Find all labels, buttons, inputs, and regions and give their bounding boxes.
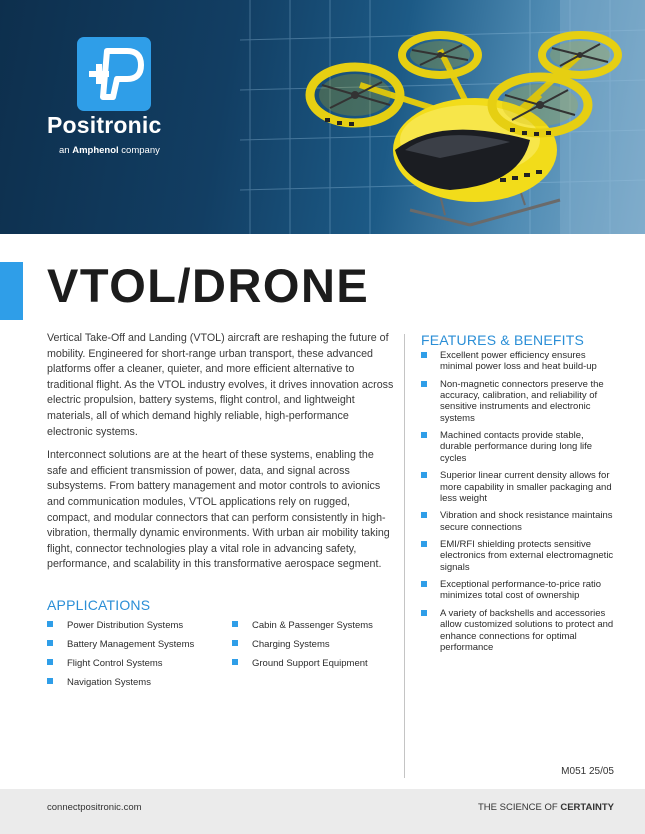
applications-heading: APPLICATIONS	[47, 597, 151, 613]
list-item	[421, 510, 616, 533]
list-item-label: Power Distribution Systems	[67, 620, 184, 631]
list-item-label: Charging Systems	[252, 639, 330, 650]
bullet-square-icon	[47, 640, 53, 646]
applications-column-1	[47, 619, 194, 695]
bullet-square-icon	[421, 352, 427, 358]
intro-text	[47, 331, 395, 581]
bullet-square-icon	[232, 659, 238, 665]
footer-tagline	[478, 802, 614, 813]
features-heading: FEATURES & BENEFITS	[421, 332, 585, 348]
rotor-left	[310, 67, 400, 126]
footer-website-link[interactable]: connectpositronic.com	[47, 802, 142, 813]
footer-tagline-strong: CERTAINTY	[560, 802, 614, 813]
list-item	[232, 657, 373, 676]
applications-column-2	[232, 619, 373, 676]
list-item	[421, 539, 616, 573]
list-item	[232, 619, 373, 638]
bullet-square-icon	[47, 621, 53, 627]
brand-name: Positronic	[47, 112, 162, 138]
bullet-square-icon	[421, 541, 427, 547]
column-divider	[404, 334, 405, 778]
hero-banner	[0, 0, 645, 234]
list-item-label: Navigation Systems	[67, 677, 151, 688]
bullet-square-icon	[232, 621, 238, 627]
list-item-label: A variety of backshells and accessories allow customized solutions to protect and enhance connections for optimal performance	[440, 607, 614, 653]
rotor-right-top	[542, 35, 618, 75]
footer-tagline-prefix: THE SCIENCE OF	[478, 802, 561, 813]
list-item-label: Vibration and shock resistance maintains secure connections	[440, 510, 613, 533]
bullet-square-icon	[47, 678, 53, 684]
title-accent-bar	[0, 262, 23, 320]
bullet-square-icon	[421, 472, 427, 478]
list-item-label: Flight Control Systems	[67, 658, 163, 669]
bullet-square-icon	[421, 610, 427, 616]
list-item-label: Exceptional performance-to-price ratio minimizes total cost of ownership	[440, 579, 602, 602]
document-code: M051 25/05	[561, 766, 614, 777]
bullet-square-icon	[421, 432, 427, 438]
page-title: VTOL/DRONE	[47, 259, 370, 312]
list-item	[421, 608, 616, 653]
list-item	[47, 676, 194, 695]
positronic-logo-icon	[77, 37, 151, 111]
list-item-label: Superior linear current density allows for more capability in smaller packaging and less weight	[440, 470, 612, 504]
list-item	[421, 470, 616, 504]
brand-tagline	[59, 145, 160, 156]
intro-paragraph-1: Vertical Take-Off and Landing (VTOL) aircraft are reshaping the future of mobility. Engineered for short-range urban transport, these advanced platforms offer a cleaner, quieter, and more efficient alternative to traditional flight. As the VTOL industry evolves, it drives innovation across electric propulsion, battery systems, flight control, and lightweight materials, all of which demand highly reliable, high-performance electronic systems.	[47, 332, 394, 438]
list-item	[421, 430, 616, 464]
list-item	[421, 579, 616, 602]
bullet-square-icon	[421, 581, 427, 587]
list-item-label: EMI/RFI shielding protects sensitive electronics from external electromagnetic signals	[440, 539, 614, 573]
tagline-company: Amphenol	[72, 145, 119, 156]
list-item	[232, 638, 373, 657]
tagline-suffix: company	[118, 145, 160, 156]
list-item	[421, 350, 616, 373]
bullet-square-icon	[232, 640, 238, 646]
bullet-square-icon	[421, 512, 427, 518]
list-item	[421, 379, 616, 424]
list-item-label: Cabin & Passenger Systems	[252, 620, 373, 631]
rotor-top	[402, 35, 478, 75]
tagline-prefix: an	[59, 145, 73, 156]
intro-paragraph-2: Interconnect solutions are at the heart of these systems, enabling the safe and efficient transmission of power, data, and signal across subsystems. From battery management and motor controls to avionics and communication modules, VTOL applications rely on rugged, compact, and modular connectors that can perform consistently in high-vibration, thermally dynamic environments. With urban air mobility taking flight, connector technologies play a vital role in advancing safety, performance, and scalability in this transformative aerospace segment.	[47, 449, 390, 571]
list-item-label: Ground Support Equipment	[252, 658, 368, 669]
list-item-label: Battery Management Systems	[67, 639, 195, 650]
page-footer	[0, 789, 645, 834]
list-item-label: Non-magnetic connectors preserve the accuracy, calibration, and reliability of sensitive instruments and electronic systems	[440, 378, 604, 424]
list-item	[47, 619, 194, 638]
list-item	[47, 657, 194, 676]
features-list	[421, 350, 616, 659]
bullet-square-icon	[47, 659, 53, 665]
bullet-square-icon	[421, 381, 427, 387]
list-item	[47, 638, 194, 657]
list-item-label: Machined contacts provide stable, durable performance during long life cycles	[440, 430, 593, 464]
list-item-label: Excellent power efficiency ensures minimal power loss and heat build-up	[440, 350, 597, 373]
